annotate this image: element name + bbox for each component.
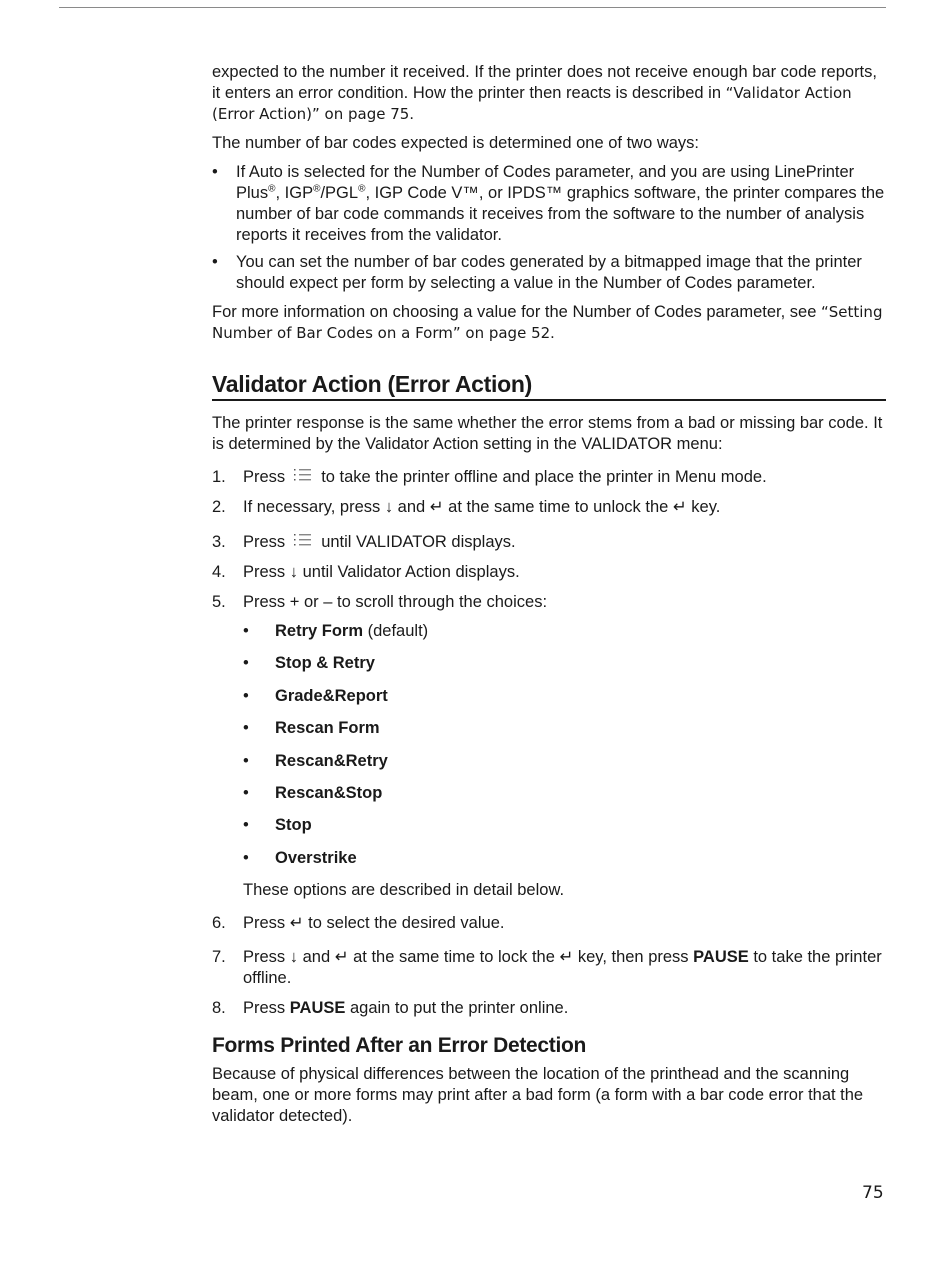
page-number: 75 — [862, 1183, 884, 1203]
choice-rescan-retry: • Rescan&Retry — [243, 751, 388, 770]
choice-rescan-form: • Rescan Form — [243, 719, 380, 738]
section-intro: The printer response is the same whether the error stems from a bad or missing bar code. It is determined by the Validator Action setting in the VALIDATOR menu: — [212, 414, 883, 453]
choice-grade-report: • Grade&Report — [243, 686, 388, 705]
list-item: • If Auto is selected for the Number of Codes parameter, and you are using LinePrinter Plus®, IGP®/PGL®, IGP Code V™, or IPDS™ graphics software, the printer compares the number of bar code commands it receives from the software to the number of analysis reports it receives from the validator. — [212, 163, 885, 244]
cross-reference-link[interactable]: “Setting Number of Bar Codes on a Form” on page 52 — [212, 303, 883, 342]
bar-code-ways-list — [212, 162, 886, 294]
step-5: 5. Press + or – to scroll through the choices: • Retry Form (default) • Stop & Retry • Grade&Report • Rescan Form • Rescan&Retry • Rescan&Stop • Stop • Overstrike These options are described in detail below. — [212, 592, 886, 901]
choice-overstrike: • Overstrike — [243, 848, 357, 867]
section-heading-validator-action: Validator Action (Error Action) — [212, 374, 886, 401]
step-3: 3. Press until VALIDATOR displays. — [212, 533, 516, 551]
step-2: 2. If necessary, press ↓ and ↵ at the same time to unlock the ↵ key. — [212, 498, 721, 516]
menu-list-icon — [293, 467, 313, 483]
choice-rescan-stop: • Rescan&Stop — [243, 783, 383, 802]
step-4: 4. Press ↓ until Validator Action displays. — [212, 563, 520, 581]
section2-body: Because of physical differences between the location of the printhead and the scanning beam, one or more forms may print after a bad form (a form with a bar code error that the validator detected). — [212, 1065, 864, 1126]
choice-stop-retry: • Stop & Retry — [243, 654, 375, 673]
step-7: 7. Press ↓ and ↵ at the same time to lock the ↵ key, then press PAUSE to take the printer offline. — [212, 948, 882, 988]
intro-paragraph-2: The number of bar codes expected is determined one of two ways: — [212, 134, 700, 152]
validator-action-choices — [243, 621, 886, 869]
intro-paragraph-3: For more information on choosing a value for the Number of Codes parameter, see “Setting Number of Bar Codes on a Form” on page 52. — [212, 303, 883, 342]
header-rule — [59, 7, 886, 8]
choice-retry-form: • Retry Form (default) — [243, 622, 429, 640]
step-8: 8. Press PAUSE again to put the printer online. — [212, 999, 569, 1018]
section-heading-forms-printed: Forms Printed After an Error Detection — [212, 1034, 587, 1058]
bullet-glyph: • — [212, 253, 218, 271]
choice-stop: • Stop — [243, 816, 312, 835]
procedure-steps — [212, 467, 886, 1019]
step-1: 1. Press to take the printer offline and place the printer in Menu mode. — [212, 468, 767, 486]
bullet-glyph: • — [212, 163, 218, 181]
page-content — [212, 62, 886, 1135]
cross-reference-link[interactable]: “Validator Action (Error Action)” on page 75 — [212, 84, 852, 123]
list-item: • You can set the number of bar codes generated by a bitmapped image that the printer should expect per form by selecting a value in the Number of Codes parameter. — [212, 253, 862, 292]
intro-paragraph-1: expected to the number it received. If the printer does not receive enough bar code reports, it enters an error condition. How the printer then reacts is described in “Validator Action (Error Action)” on page 75. — [212, 63, 877, 123]
step-6: 6. Press ↵ to select the desired value. — [212, 914, 505, 933]
menu-list-icon — [293, 532, 313, 548]
choices-footer: These options are described in detail below. — [243, 881, 565, 900]
